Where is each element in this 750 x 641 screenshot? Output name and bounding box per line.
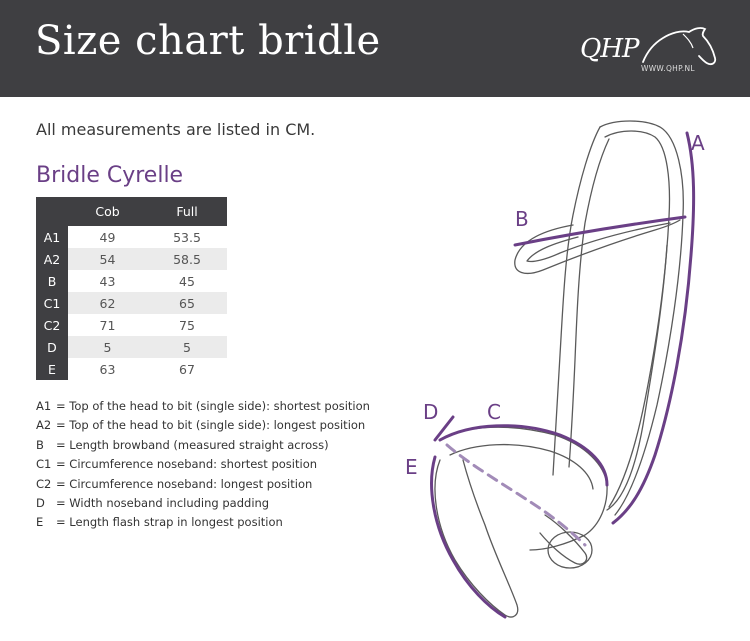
bridle-diagram: [395, 105, 740, 635]
table-row: [36, 314, 227, 336]
table-row: [36, 248, 227, 270]
legend-text: = Circumference noseband: shortest position: [56, 457, 318, 472]
header-bar: [0, 0, 750, 97]
table-header-full: Full: [147, 197, 227, 226]
diagram-label-c: C: [487, 400, 501, 424]
measure-line-a: [613, 133, 694, 523]
product-title: Bridle Cyrelle: [36, 163, 184, 188]
row-full: 58.5: [147, 248, 227, 270]
row-full: 5: [147, 336, 227, 358]
row-cob: 62: [68, 292, 147, 314]
table-row: [36, 292, 227, 314]
throatlatch: [607, 245, 667, 510]
table-header-row: [36, 197, 227, 226]
table-header-cob: Cob: [68, 197, 147, 226]
measurement-legend: [36, 397, 370, 533]
legend-key: E: [36, 515, 44, 530]
bit-ring: [548, 532, 592, 568]
size-table: [36, 197, 227, 380]
legend-text: = Top of the head to bit (single side): longest position: [56, 418, 366, 433]
noseband-inner: [450, 445, 593, 489]
row-cob: 43: [99, 273, 116, 289]
row-key: A2: [36, 248, 68, 270]
qhp-logo: [575, 22, 725, 82]
diagram-label-d: D: [423, 400, 439, 424]
table-row: [36, 270, 227, 292]
row-cob: 71: [99, 317, 116, 333]
row-cob: 63: [99, 361, 116, 377]
legend-item: [36, 455, 370, 474]
row-full: 53.5: [173, 229, 201, 245]
legend-item: [36, 475, 370, 494]
legend-item: [36, 494, 370, 513]
row-key: D: [36, 336, 68, 358]
legend-text: = Width noseband including padding: [56, 496, 270, 511]
legend-key: B: [36, 437, 44, 452]
page-title: Size chart bridle: [35, 18, 381, 64]
legend-item: [36, 397, 370, 416]
table-header-key: [36, 197, 68, 226]
row-cob: 49: [99, 229, 116, 245]
crownpiece-outline: [600, 121, 683, 515]
logo-url: WWW.QHP.NL: [641, 64, 695, 73]
row-key: E: [36, 358, 68, 380]
legend-key: A1: [36, 399, 52, 413]
legend-text: = Top of the head to bit (single side): shortest position: [56, 399, 370, 413]
logo-text: QHP: [580, 34, 639, 64]
legend-text: = Circumference noseband: longest position: [56, 476, 313, 491]
table-row: [36, 358, 227, 380]
cheekpiece-left: [553, 127, 600, 475]
legend-item: [36, 513, 370, 532]
row-key: A1: [36, 226, 68, 248]
measure-line-c: [440, 426, 607, 485]
diagram-label-a: A: [691, 131, 705, 155]
bridle-illustration: [395, 105, 740, 635]
legend-key: D: [36, 496, 45, 511]
row-key: C1: [36, 292, 68, 314]
measure-line-b: [515, 217, 685, 245]
row-cob: 5: [68, 336, 147, 358]
table-row: [36, 226, 227, 248]
legend-key: C2: [36, 476, 52, 491]
legend-key: C1: [36, 457, 52, 472]
measure-line-e: [432, 457, 505, 617]
diagram-label-e: E: [405, 455, 418, 479]
legend-item: [36, 416, 370, 435]
row-full: 67: [179, 361, 195, 377]
row-full: 75: [179, 317, 195, 333]
browband-outline: [515, 220, 680, 273]
legend-key: A2: [36, 418, 52, 433]
table-row: [36, 336, 227, 358]
cheekpiece-left-inner: [569, 139, 609, 467]
measurement-note: All measurements are listed in CM.: [36, 120, 316, 139]
legend-item: [36, 436, 370, 455]
row-full: 45: [179, 273, 195, 289]
row-full: 65: [147, 292, 227, 314]
row-key: B: [36, 270, 68, 292]
row-key: C2: [36, 314, 68, 336]
row-cob: 54: [68, 248, 147, 270]
legend-text: = Length flash strap in longest position: [56, 515, 283, 530]
legend-text: = Length browband (measured straight across): [56, 437, 329, 452]
diagram-label-b: B: [515, 207, 529, 231]
